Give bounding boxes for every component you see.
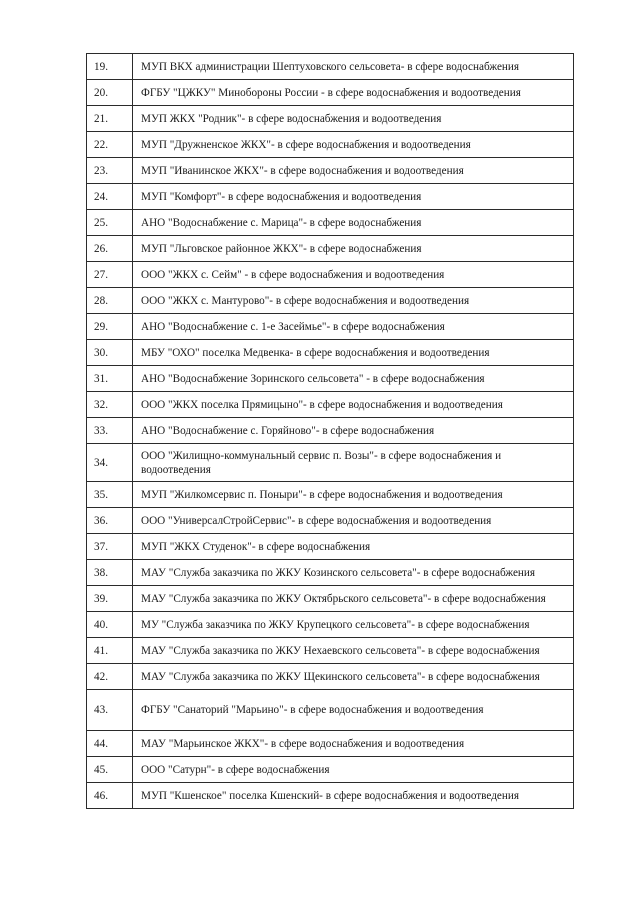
row-number: 43. (87, 690, 133, 731)
row-number: 21. (87, 106, 133, 132)
table-row (87, 314, 574, 340)
row-number: 30. (87, 340, 133, 366)
row-text: ООО "Жилищно-коммунальный сервис п. Возы"- в сфере водоснабжения и водоотведения (133, 444, 574, 482)
table-row (87, 158, 574, 184)
row-text: МУП "Льговское районное ЖКХ"- в сфере водоснабжения (133, 236, 574, 262)
row-text: МУП "Иванинское ЖКХ"- в сфере водоснабжения и водоотведения (133, 158, 574, 184)
table-row (87, 418, 574, 444)
row-text: АНО "Водоснабжение с. Марица"- в сфере водоснабжения (133, 210, 574, 236)
row-text: МУП "Дружненское ЖКХ"- в сфере водоснабжения и водоотведения (133, 132, 574, 158)
row-number: 40. (87, 612, 133, 638)
row-text: АНО "Водоснабжение с. Горяйново"- в сфере водоснабжения (133, 418, 574, 444)
row-text: МУП "ЖКХ Студенок"- в сфере водоснабжения (133, 534, 574, 560)
row-text: АНО "Водоснабжение с. 1-е Засеймье"- в сфере водоснабжения (133, 314, 574, 340)
table-row (87, 612, 574, 638)
table-row (87, 560, 574, 586)
row-number: 34. (87, 444, 133, 482)
row-text: ФГБУ "Санаторий "Марьино"- в сфере водоснабжения и водоотведения (133, 690, 574, 731)
row-number: 23. (87, 158, 133, 184)
table-row (87, 80, 574, 106)
row-text: МУП "Комфорт"- в сфере водоснабжения и водоотведения (133, 184, 574, 210)
row-text: МАУ "Служба заказчика по ЖКУ Щекинского сельсовета"- в сфере водоснабжения (133, 664, 574, 690)
row-text: МАУ "Марьинское ЖКХ"- в сфере водоснабжения и водоотведения (133, 731, 574, 757)
table-row (87, 534, 574, 560)
table-row (87, 262, 574, 288)
row-text: МАУ "Служба заказчика по ЖКУ Октябрьского сельсовета"- в сфере водоснабжения (133, 586, 574, 612)
row-number: 37. (87, 534, 133, 560)
row-number: 36. (87, 508, 133, 534)
row-text: МУП "Жилкомсервис п. Поныри"- в сфере водоснабжения и водоотведения (133, 482, 574, 508)
row-number: 35. (87, 482, 133, 508)
table-row (87, 132, 574, 158)
row-text: ООО "ЖКХ с. Сейм" - в сфере водоснабжения и водоотведения (133, 262, 574, 288)
row-text: МУП ВКХ администрации Шептуховского сельсовета- в сфере водоснабжения (133, 54, 574, 80)
row-text: АНО "Водоснабжение Зоринского сельсовета" - в сфере водоснабжения (133, 366, 574, 392)
row-text: МУП "Кшенское" поселка Кшенский- в сфере водоснабжения и водоотведения (133, 783, 574, 809)
row-number: 28. (87, 288, 133, 314)
table-row (87, 184, 574, 210)
row-number: 32. (87, 392, 133, 418)
table-row (87, 288, 574, 314)
row-number: 38. (87, 560, 133, 586)
table-row (87, 586, 574, 612)
row-number: 25. (87, 210, 133, 236)
row-text: МУП ЖКХ "Родник"- в сфере водоснабжения и водоотведения (133, 106, 574, 132)
row-text: ООО "Сатурн"- в сфере водоснабжения (133, 757, 574, 783)
row-number: 22. (87, 132, 133, 158)
table-row (87, 508, 574, 534)
table-row (87, 731, 574, 757)
row-number: 45. (87, 757, 133, 783)
row-number: 39. (87, 586, 133, 612)
table-row (87, 783, 574, 809)
row-text: МБУ "ОХО" поселка Медвенка- в сфере водоснабжения и водоотведения (133, 340, 574, 366)
table-row (87, 757, 574, 783)
row-text: ФГБУ "ЦЖКУ" Минобороны России - в сфере водоснабжения и водоотведения (133, 80, 574, 106)
row-number: 41. (87, 638, 133, 664)
row-number: 44. (87, 731, 133, 757)
table-row (87, 236, 574, 262)
row-text: МАУ "Служба заказчика по ЖКУ Нехаевского сельсовета"- в сфере водоснабжения (133, 638, 574, 664)
row-number: 24. (87, 184, 133, 210)
table-row (87, 444, 574, 482)
row-text: МАУ "Служба заказчика по ЖКУ Козинского сельсовета"- в сфере водоснабжения (133, 560, 574, 586)
table-row (87, 392, 574, 418)
table-row (87, 340, 574, 366)
row-number: 46. (87, 783, 133, 809)
row-number: 19. (87, 54, 133, 80)
table-row (87, 638, 574, 664)
row-number: 20. (87, 80, 133, 106)
row-number: 42. (87, 664, 133, 690)
organizations-table (86, 53, 574, 809)
row-number: 27. (87, 262, 133, 288)
row-number: 33. (87, 418, 133, 444)
row-text: МУ "Служба заказчика по ЖКУ Крупецкого сельсовета"- в сфере водоснабжения (133, 612, 574, 638)
table-row (87, 482, 574, 508)
row-text: ООО "УниверсалСтройСервис"- в сфере водоснабжения и водоотведения (133, 508, 574, 534)
row-text: ООО "ЖКХ поселка Прямицыно"- в сфере водоснабжения и водоотведения (133, 392, 574, 418)
row-number: 31. (87, 366, 133, 392)
row-number: 26. (87, 236, 133, 262)
table-row (87, 690, 574, 731)
table-row (87, 210, 574, 236)
table-row (87, 106, 574, 132)
table-row (87, 366, 574, 392)
table-row (87, 54, 574, 80)
row-number: 29. (87, 314, 133, 340)
table-row (87, 664, 574, 690)
row-text: ООО "ЖКХ с. Мантурово"- в сфере водоснабжения и водоотведения (133, 288, 574, 314)
